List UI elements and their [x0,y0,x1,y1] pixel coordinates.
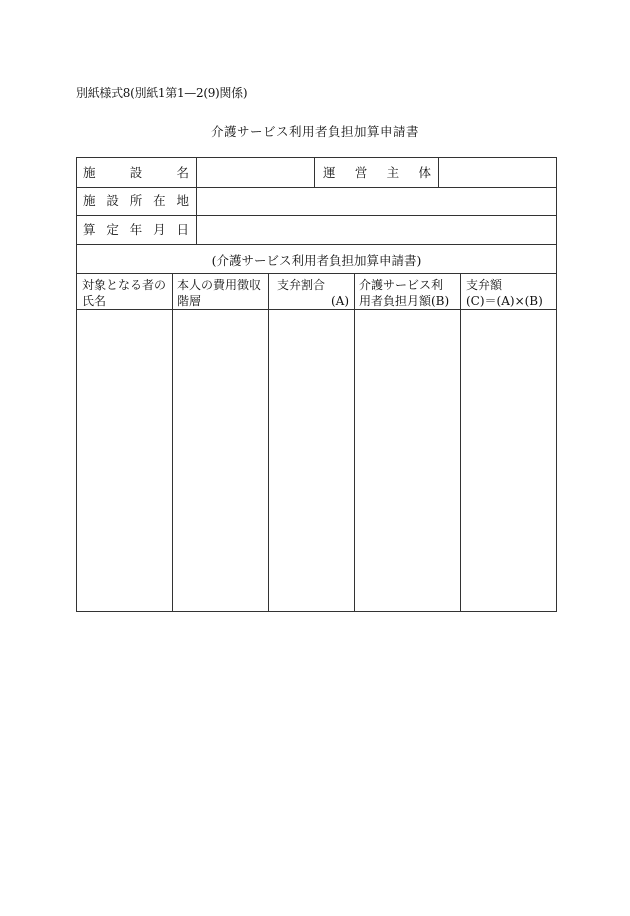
column-header-monthly-burden: 介護サービス利 用者負担月額(B) [359,278,450,308]
operator-label: 運 営 主 体 [323,165,431,180]
facility-address-label: 施 設 所 在 地 [83,193,189,208]
row-divider [77,215,556,216]
column-header-subject-name: 対象となる者の 氏名 [82,278,167,308]
entry-cell-fee-bracket[interactable] [173,310,268,612]
form-reference: 別紙様式8(別紙1第1—2(9)関係) [76,86,248,100]
application-form-table [76,157,557,612]
column-header-payment-amount: 支弁額 (C)＝(A)×(B) [466,278,543,308]
row-divider [77,244,556,245]
label-divider [196,158,197,244]
row-divider [77,187,556,188]
cell-divider [438,158,439,187]
cell-divider [314,158,315,187]
entry-cell-payment-ratio[interactable] [269,310,354,612]
column-header-payment-ratio: 支弁割合 (A) [277,278,349,308]
section-subtitle: (介護サービス利用者負担加算申請書) [211,253,422,268]
entry-cell-payment-amount[interactable] [461,310,556,612]
entry-cell-subject-name[interactable] [77,310,172,612]
calculation-date-label: 算 定 年 月 日 [83,222,189,237]
document-title: 介護サービス利用者負担加算申請書 [210,124,419,139]
column-header-fee-bracket: 本人の費用徴収 階層 [177,278,262,308]
row-divider [77,273,556,274]
facility-name-label: 施 設 名 [83,165,189,180]
entry-cell-monthly-burden[interactable] [355,310,460,612]
